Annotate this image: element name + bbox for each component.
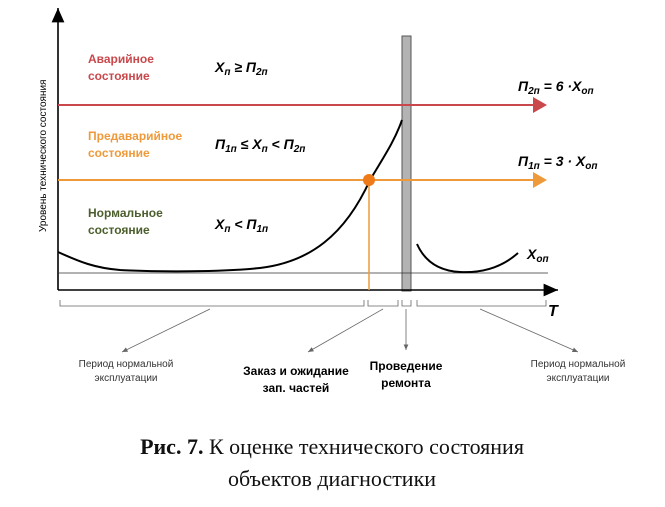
intersection-point <box>363 174 375 186</box>
formula-pre-emergency: $П_{1п} \le Х_п < П_{2п}$ <box>215 136 306 155</box>
zone-emergency-label-1: Аварийное <box>88 52 154 66</box>
pointer-normal-2 <box>480 309 578 352</box>
pointer-normal-1 <box>122 309 210 352</box>
repair-bar <box>402 36 411 291</box>
caption-line-2: объектов диагностики <box>227 466 437 491</box>
x-axis-label: T <box>548 303 558 320</box>
period-normal-1-line2: эксплуатации <box>94 373 158 384</box>
period-normal-2-line1: Период нормальной <box>530 359 626 370</box>
period-ordering-line2: зап. частей <box>262 381 330 395</box>
bracket-normal-2 <box>417 300 546 306</box>
period-repair-line1: Проведение <box>369 359 443 373</box>
period-normal-1-line1: Период нормальной <box>78 359 174 370</box>
formula-normal: $Х_п < П_{1п}$ <box>215 216 269 235</box>
caption-line-1: Рис. 7. К оценке технического состояния <box>140 434 524 459</box>
baseline-label: $Х_{оп}$ <box>527 246 549 265</box>
threshold-upper-label: $П_{2п} = 6 \cdot Х_{оп}$ <box>518 78 594 97</box>
pointer-ordering <box>308 309 383 352</box>
zone-pre-emergency-label-1: Предаварийное <box>88 129 183 143</box>
period-normal-2-line2: эксплуатации <box>546 373 610 384</box>
bracket-normal-1 <box>60 300 364 306</box>
post-repair-curve <box>417 244 518 272</box>
threshold-lower-label: $П_{1п} = 3 \cdot Х_{оп}$ <box>518 153 598 172</box>
zone-emergency-label-2: состояние <box>88 69 150 83</box>
bracket-ordering <box>368 300 398 306</box>
period-ordering-line1: Заказ и ожидание <box>243 364 349 378</box>
period-repair-line2: ремонта <box>381 376 431 390</box>
formula-emergency: $Х_п \ge П_{2п}$ <box>215 59 268 78</box>
zone-normal-label-1: Нормальное <box>88 206 163 220</box>
zone-pre-emergency-label-2: состояние <box>88 146 150 160</box>
bracket-repair <box>402 300 411 306</box>
zone-normal-label-2: состояние <box>88 223 150 237</box>
y-axis-label: Уровень технического состояния <box>38 79 49 232</box>
